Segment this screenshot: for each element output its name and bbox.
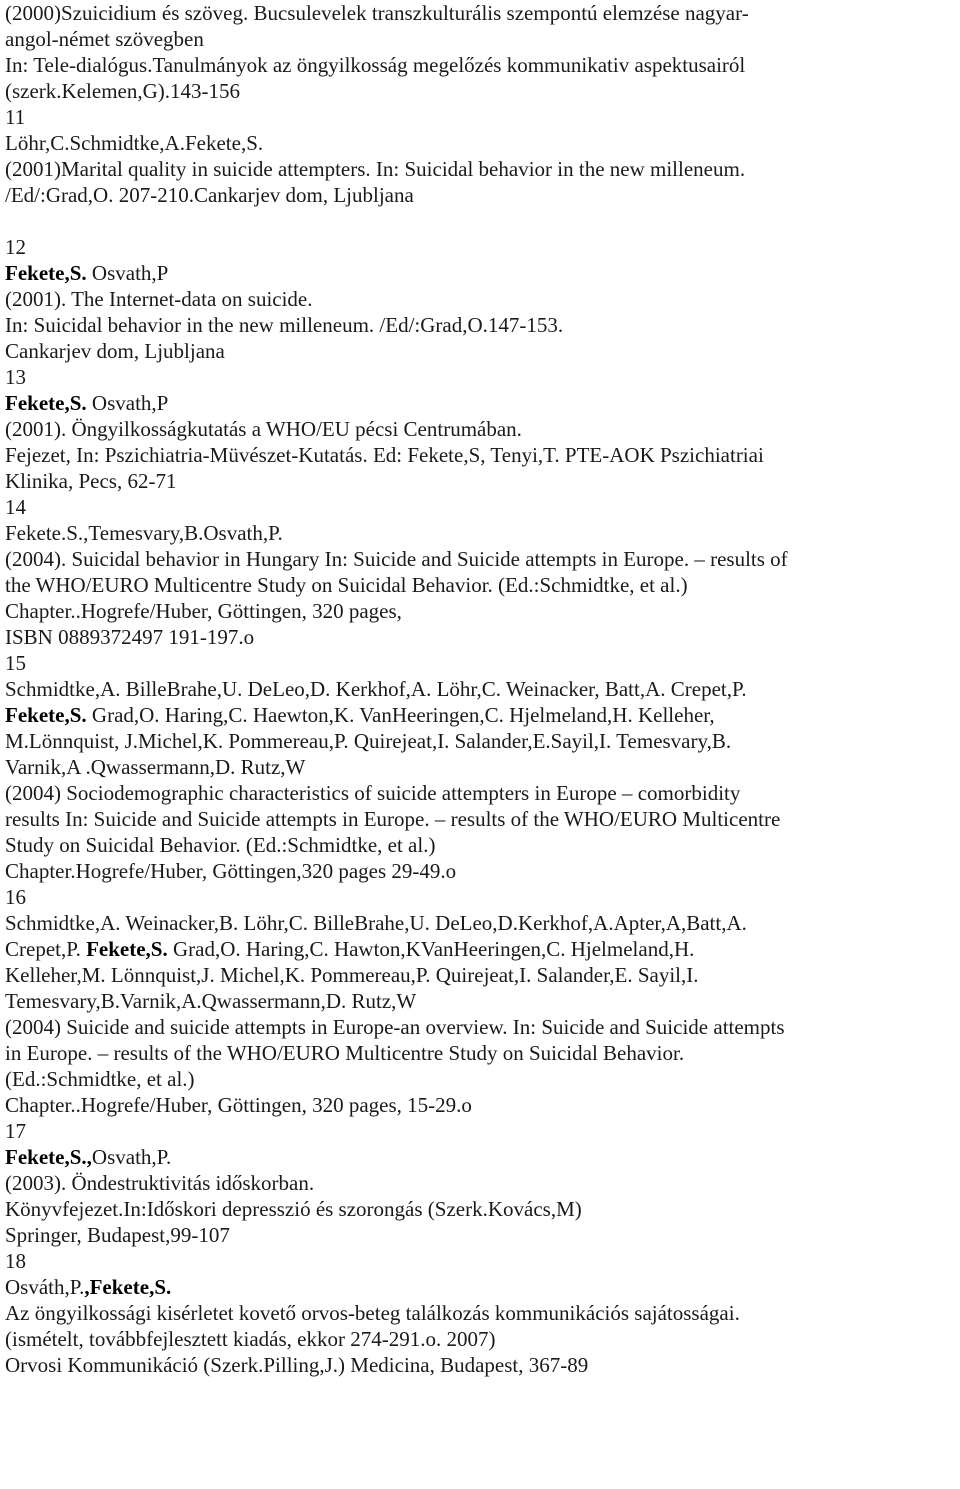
text-line: results In: Suicide and Suicide attempts in Europe. – results of the WHO/EURO Multicentre [5,807,781,831]
text-line: (ismételt, továbbfejlesztett kiadás, ekkor 274-291.o. 2007) [5,1327,496,1351]
author-bold: Fekete,S., [5,1145,92,1169]
text-line: Schmidtke,A. Weinacker,B. Löhr,C. BilleBrahe,U. DeLeo,D.Kerkhof,A.Apter,A,Batt,A. [5,911,747,935]
text-line: in Europe. – results of the WHO/EURO Multicentre Study on Suicidal Behavior. [5,1041,685,1065]
text-line: M.Lönnquist, J.Michel,K. Pommereau,P. Quirejeat,I. Salander,E.Sayil,I. Temesvary,B. [5,729,732,753]
text-line: Chapter.Hogrefe/Huber, Göttingen,320 pages 29-49.o [5,859,457,883]
author-bold: Fekete,S. [5,261,87,285]
author-prefix: Osváth,P. [5,1275,85,1299]
text-line: angol-német szövegben [5,27,204,51]
text-line: In: Suicidal behavior in the new milleneum. /Ed/:Grad,O.147-153. [5,313,564,337]
text-line: (2004) Suicide and suicide attempts in Europe-an overview. In: Suicide and Suicide attempts [5,1015,785,1039]
text-line: Chapter..Hogrefe/Huber, Göttingen, 320 pages, [5,599,402,623]
text-line: Klinika, Pecs, 62-71 [5,469,177,493]
author-line [5,702,955,728]
reference-number: 18 [5,1249,26,1273]
text-line: (2000)Szuicidium és szöveg. Bucsulevelek transzkulturális szempontú elemzése nagyar- [5,1,749,25]
text-line: (szerk.Kelemen,G).143-156 [5,79,240,103]
text-line: (2004) Sociodemographic characteristics of suicide attempters in Europe – comorbidity [5,781,741,805]
author-line [5,260,955,286]
author-line [5,1144,955,1170]
author-rest: Grad,O. Haring,C. Hawton,KVanHeeringen,C. Hjelmeland,H. [172,937,695,961]
text-line: /Ed/:Grad,O. 207-210.Cankarjev dom, Ljubljana [5,183,414,207]
author-line [5,390,955,416]
author-prefix: Crepet,P. [5,937,87,961]
text-line: (2001)Marital quality in suicide attempters. In: Suicidal behavior in the new milleneum. [5,157,746,181]
text-line: (2003). Öndestruktivitás időskorban. [5,1171,315,1195]
reference-number: 16 [5,885,26,909]
text-line: (2001). The Internet-data on suicide. [5,287,313,311]
text-line: Study on Suicidal Behavior. (Ed.:Schmidtke, et al.) [5,833,436,857]
text-line: Schmidtke,A. BilleBrahe,U. DeLeo,D. Kerkhof,A. Löhr,C. Weinacker, Batt,A. Crepet,P. [5,677,747,701]
author-line [5,1274,955,1300]
author-rest: Osvath,P. [91,1145,172,1169]
reference-number: 13 [5,365,26,389]
author-rest: Osvath,P [91,391,169,415]
text-line: Fejezet, In: Pszichiatria-Müvészet-Kutatás. Ed: Fekete,S, Tenyi,T. PTE-AOK Pszichiatriai [5,443,764,467]
text-line: Cankarjev dom, Ljubljana [5,339,225,363]
text-line: Temesvary,B.Varnik,A.Qwassermann,D. Rutz,W [5,989,417,1013]
reference-number: 14 [5,495,26,519]
author-bold: Fekete,S. [5,703,87,727]
reference-number: 11 [5,105,26,129]
text-line: Springer, Budapest,99-107 [5,1223,230,1247]
text-line: Könyvfejezet.In:Időskori depresszió és szorongás (Szerk.Kovács,M) [5,1197,582,1221]
author-bold: Fekete,S. [86,937,168,961]
text-line: Varnik,A .Qwassermann,D. Rutz,W [5,755,306,779]
author-bold: Fekete,S. [5,391,87,415]
reference-number: 17 [5,1119,26,1143]
document-page [5,0,955,1378]
text-line: Chapter..Hogrefe/Huber, Göttingen, 320 pages, 15-29.o [5,1093,472,1117]
text-line: Löhr,C.Schmidtke,A.Fekete,S. [5,131,264,155]
text-line: Fekete.S.,Temesvary,B.Osvath,P. [5,521,283,545]
author-rest: Grad,O. Haring,C. Haewton,K. VanHeeringen,C. Hjelmeland,H. Kelleher, [91,703,715,727]
reference-number: 12 [5,235,26,259]
author-line [5,936,955,962]
text-line: In: Tele-dialógus.Tanulmányok az öngyilkosság megelőzés kommunikativ aspektusairól [5,53,746,77]
spacer [5,208,955,234]
text-line: Kelleher,M. Lönnquist,J. Michel,K. Pommereau,P. Quirejeat,I. Salander,E. Sayil,I. [5,963,699,987]
reference-number: 15 [5,651,26,675]
author-rest: Osvath,P [91,261,169,285]
author-bold: ,Fekete,S. [84,1275,172,1299]
text-line: ISBN 0889372497 191-197.o [5,625,255,649]
text-line: the WHO/EURO Multicentre Study on Suicidal Behavior. (Ed.:Schmidtke, et al.) [5,573,688,597]
text-line: (Ed.:Schmidtke, et al.) [5,1067,195,1091]
text-line: Az öngyilkossági kisérletet kovető orvos-beteg találkozás kommunikációs sajátosságai. [5,1301,740,1325]
text-line: (2001). Öngyilkosságkutatás a WHO/EU pécsi Centrumában. [5,417,522,441]
text-line: (2004). Suicidal behavior in Hungary In: Suicide and Suicide attempts in Europe. – results of [5,547,788,571]
text-line: Orvosi Kommunikáció (Szerk.Pilling,J.) Medicina, Budapest, 367-89 [5,1353,589,1377]
